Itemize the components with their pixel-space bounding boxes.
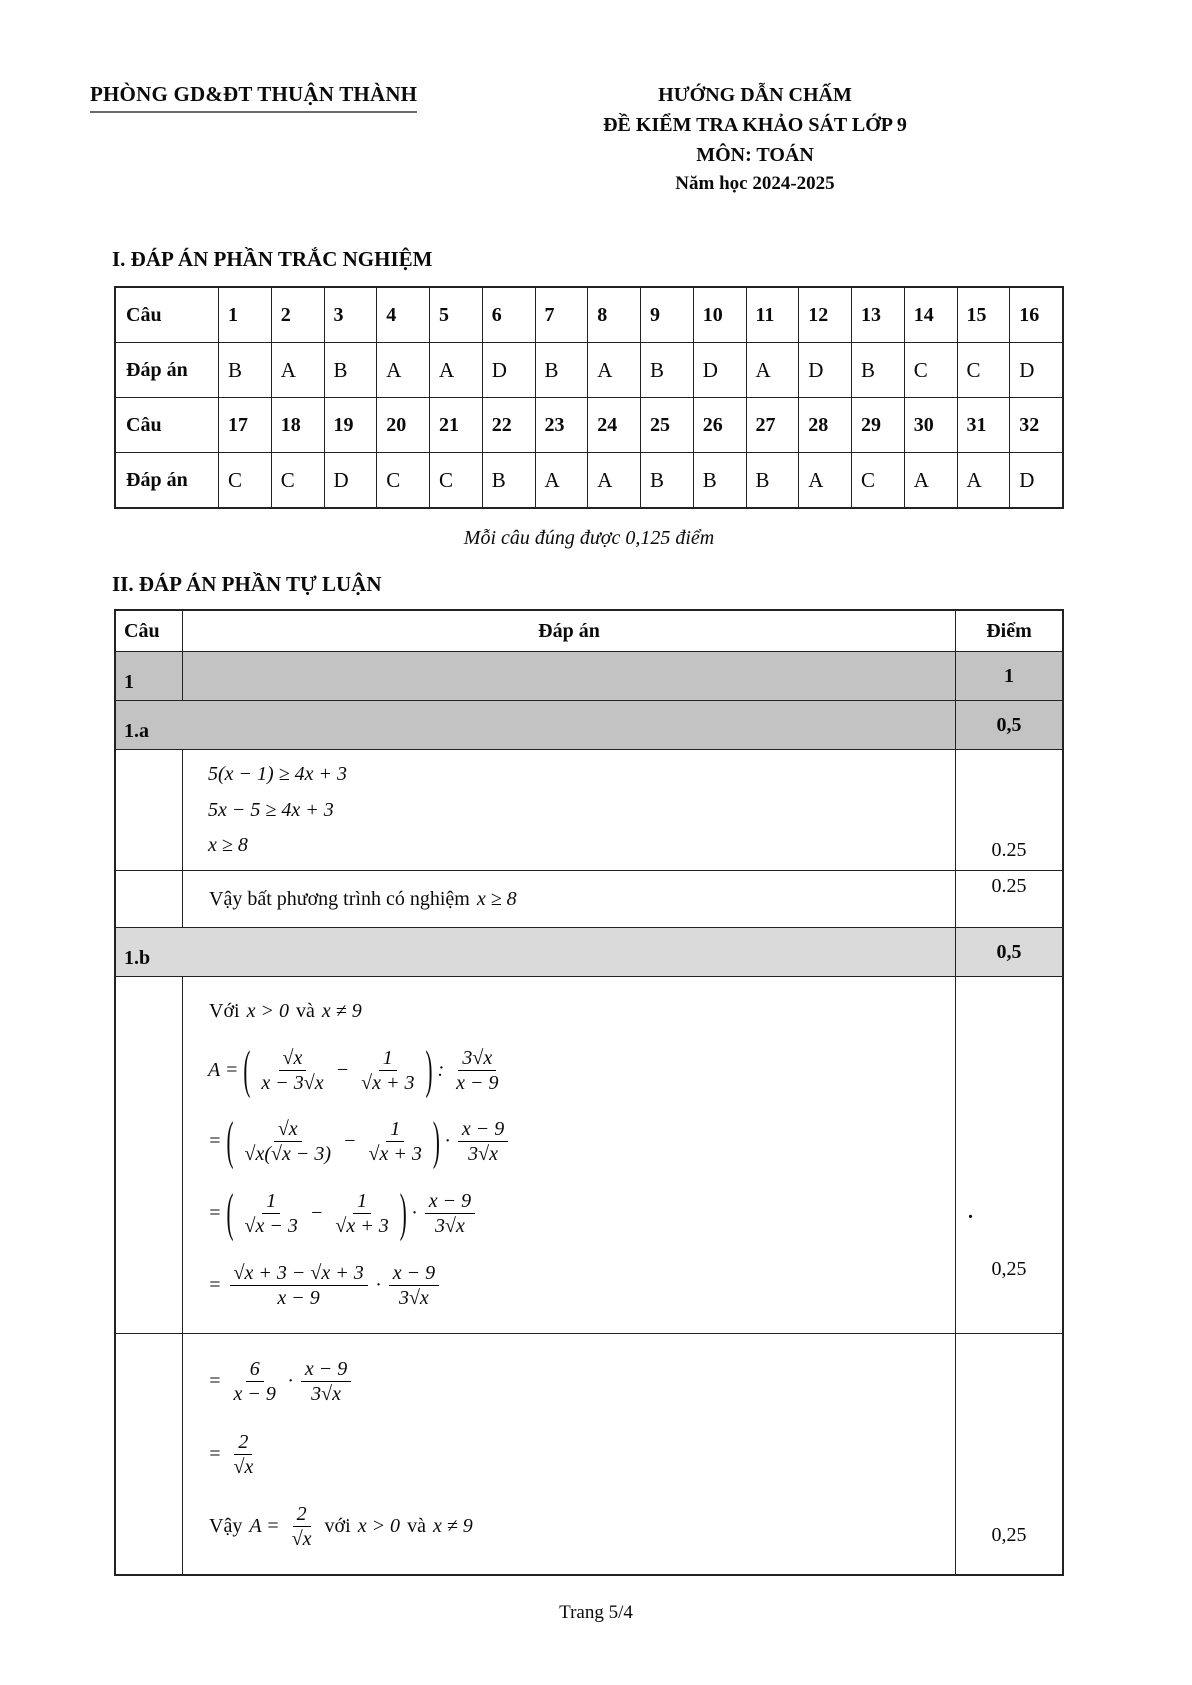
mc-row-label: Câu [126,303,162,326]
doc-subject: MÔN: TOÁN [696,144,814,166]
mc-answer-letter: A [746,343,799,397]
math-text: = [208,1130,222,1153]
mc-question-number: 29 [851,398,904,452]
empty-cau-cell [116,1334,182,1574]
essay-answer-table [114,609,1064,1576]
fraction: $\frac{x - 9}{3√x}$ [425,1189,475,1238]
math-line [205,1357,955,1406]
math-line [205,1038,955,1099]
solution-steps-1a [182,750,955,870]
math-text: · [444,1130,450,1153]
empty-cau-cell [116,750,182,870]
empty-answer-cell [182,652,955,700]
col-header-dapan: Đáp án [182,611,955,651]
doc-title: HƯỚNG DẪN CHẤM [658,84,852,106]
mc-answer-letter: A [798,453,851,507]
mc-answer-letter: A [271,343,324,397]
mc-answer-letter: A [587,343,640,397]
math-line [205,763,955,786]
fraction: $\frac{√x}{√x(√x - 3)}$ [244,1118,332,1166]
essay-row-1b [116,927,1062,976]
math-text: = [208,1370,222,1393]
mc-question-number: 27 [746,398,799,452]
score-cell [955,1334,1062,1574]
math-text: Với [209,999,240,1022]
mc-question-number: 4 [376,288,429,342]
mc-question-number: 11 [746,288,799,342]
section2-heading: II. ĐÁP ÁN PHẦN TỰ LUẬN [112,572,382,596]
mc-answer-row-1 [116,342,1062,397]
score-value: 0,5 [955,701,1062,749]
mc-answer-letter: A [904,453,957,507]
mc-answer-letter: B [218,343,271,397]
essay-row-1 [116,651,1062,700]
math-text: Vậy bất phương trình có nghiệm [209,887,470,910]
score-value: 0,5 [955,928,1062,976]
math-text: − [343,1130,357,1153]
essay-row-1a [116,700,1062,749]
fraction: $\frac{√x + 3 - √x + 3}{x - 9}$ [230,1261,368,1310]
mc-question-number: 12 [798,288,851,342]
mc-question-number: 13 [851,288,904,342]
col-header-cau: Câu [124,619,160,642]
math-text: với [324,1514,351,1537]
math-line [205,1110,955,1171]
mc-answer-letter: B [693,453,746,507]
scoring-note: Mỗi câu đúng được 0,125 điểm [463,527,715,549]
big-paren: ) [425,1038,433,1099]
fraction: $\frac{6}{x - 9}$ [233,1358,276,1406]
mc-question-number: 6 [482,288,535,342]
mc-question-row-2 [116,397,1062,452]
question-label: 1.a [124,720,149,742]
mc-answer-letter: C [218,453,271,507]
mc-question-number: 26 [693,398,746,452]
big-paren: ( [243,1038,251,1099]
doc-subtitle: ĐỀ KIỂM TRA KHẢO SÁT LỚP 9 [603,114,907,136]
mc-answer-letter: A [957,453,1010,507]
mc-answer-letter: A [376,343,429,397]
math-text: · [375,1274,381,1297]
mc-question-number: 21 [429,398,482,452]
math-line [205,1502,955,1551]
math-text: và [295,999,315,1022]
solution-steps-1b-part2 [182,1334,955,1574]
empty-cau-cell [116,977,182,1333]
mc-question-number: 19 [324,398,377,452]
mc-answer-letter: B [851,343,904,397]
mc-question-number: 8 [587,288,640,342]
section1-heading: I. ĐÁP ÁN PHẦN TRẮC NGHIỆM [112,247,433,271]
mc-question-number: 30 [904,398,957,452]
stray-dot: . [968,1201,973,1224]
fraction: $\frac{1}{√x + 3}$ [361,1046,415,1094]
solution-steps-1b-part1 [182,977,955,1333]
essay-row-1a-work [116,749,1062,870]
mc-row-label: Đáp án [126,358,188,381]
score-value: 1 [955,652,1062,700]
page-number: Trang 5/4 [559,1602,633,1623]
doc-school-year: Năm học 2024-2025 [675,173,835,194]
mc-question-number: 31 [957,398,1010,452]
mc-answer-letter: C [957,343,1010,397]
essay-row-1a-conclusion [116,870,1062,927]
math-text: x ≥ 8 [476,887,517,910]
mc-question-number: 9 [640,288,693,342]
document-title-block [545,80,965,199]
multiple-choice-table [114,286,1064,509]
math-text: · [411,1202,417,1225]
score-value: 0.25 [955,750,1062,870]
mc-question-number: 15 [957,288,1010,342]
mc-answer-letter: B [746,453,799,507]
mc-answer-letter: A [429,343,482,397]
fraction: $\frac{x - 9}{3√x}$ [389,1261,439,1310]
math-text: x > 0 [357,1514,401,1537]
mc-answer-letter: B [482,453,535,507]
mc-answer-letter: C [271,453,324,507]
math-text: A = [249,1514,280,1537]
score-value: 0,25 [991,1258,1027,1281]
mc-answer-letter: C [429,453,482,507]
mc-answer-letter: D [1009,343,1062,397]
big-paren: ( [226,1182,234,1243]
mc-question-number: 1 [218,288,271,342]
mc-answer-letter: B [324,343,377,397]
essay-header-row [116,611,1062,651]
math-text: 5x − 5 ≥ 4x + 3 [208,798,334,821]
math-text: = [208,1442,222,1465]
math-line [205,1261,955,1310]
math-line [205,888,520,911]
math-text: x > 0 [246,999,289,1022]
mc-question-number: 5 [429,288,482,342]
fraction: $\frac{1}{√x - 3}$ [244,1190,298,1238]
fraction: $\frac{x - 9}{3√x}$ [458,1117,508,1166]
mc-answer-row-2 [116,452,1062,507]
fraction: $\frac{√x}{x - 3√x}$ [261,1046,324,1094]
fraction: $\frac{1}{√x + 3}$ [368,1118,422,1166]
mc-question-number: 7 [535,288,588,342]
math-text: Vậy [209,1514,243,1537]
essay-row-1b-work-1 [116,976,1062,1333]
mc-answer-letter: B [640,453,693,507]
math-text: x ≠ 9 [321,999,362,1022]
math-text: − [335,1058,350,1081]
col-header-diem: Điểm [955,611,1062,651]
math-line [205,1000,955,1023]
mc-question-number: 22 [482,398,535,452]
mc-question-number: 25 [640,398,693,452]
conclusion-1a [182,871,955,927]
fraction: $\frac{2}{√x}$ [291,1502,312,1550]
fraction: $\frac{3√x}{x - 9}$ [456,1046,499,1094]
question-label: 1 [124,671,134,693]
mc-answer-letter: B [640,343,693,397]
mc-answer-letter: A [587,453,640,507]
mc-answer-letter: B [535,343,588,397]
mc-answer-letter: D [1009,453,1062,507]
mc-question-number: 3 [324,288,377,342]
mc-row-label: Đáp án [126,468,188,491]
math-text: 5(x − 1) ≥ 4x + 3 [208,762,348,785]
essay-row-1b-work-2 [116,1333,1062,1574]
document-header [0,0,1192,194]
fraction: $\frac{2}{√x}$ [233,1430,254,1478]
mc-question-number: 10 [693,288,746,342]
big-paren: ) [399,1182,407,1243]
mc-question-number: 28 [798,398,851,452]
question-label: 1.b [124,947,151,969]
math-text: x ≥ 8 [208,834,248,857]
math-text: = [208,1202,222,1225]
mc-question-number: 16 [1009,288,1062,342]
math-line [205,1430,955,1479]
mc-answer-letter: D [324,453,377,507]
mc-answer-letter: C [851,453,904,507]
score-value: 0.25 [955,871,1062,927]
mc-question-number: 23 [535,398,588,452]
mc-question-number: 18 [271,398,324,452]
big-paren: ( [226,1110,234,1171]
mc-answer-letter: D [798,343,851,397]
mc-answer-letter: D [693,343,746,397]
mc-question-number: 14 [904,288,957,342]
mc-question-number: 2 [271,288,324,342]
mc-question-number: 24 [587,398,640,452]
empty-cau-cell [116,871,182,927]
math-text: · [287,1370,293,1393]
score-cell [955,977,1062,1333]
mc-answer-letter: D [482,343,535,397]
big-paren: ) [432,1110,440,1171]
math-text: A = [208,1058,239,1081]
math-text: và [407,1514,426,1537]
math-text: x ≠ 9 [432,1514,473,1537]
mc-answer-letter: A [535,453,588,507]
mc-answer-letter: C [904,343,957,397]
mc-row-label: Câu [126,413,162,436]
mc-question-number: 32 [1009,398,1062,452]
mc-answer-letter: C [376,453,429,507]
mc-question-row-1 [116,288,1062,342]
org-name: PHÒNG GD&ĐT THUẬN THÀNH [90,82,417,113]
math-line [205,834,955,857]
mc-question-number: 17 [218,398,271,452]
mc-question-number: 20 [376,398,429,452]
math-line [205,1182,955,1243]
math-text: : [437,1058,445,1081]
math-text: = [208,1274,222,1297]
fraction: $\frac{x - 9}{3√x}$ [301,1357,351,1406]
math-line [205,799,955,822]
fraction: $\frac{1}{√x + 3}$ [335,1190,389,1238]
math-text: − [309,1202,324,1225]
score-value: 0,25 [991,1523,1027,1546]
